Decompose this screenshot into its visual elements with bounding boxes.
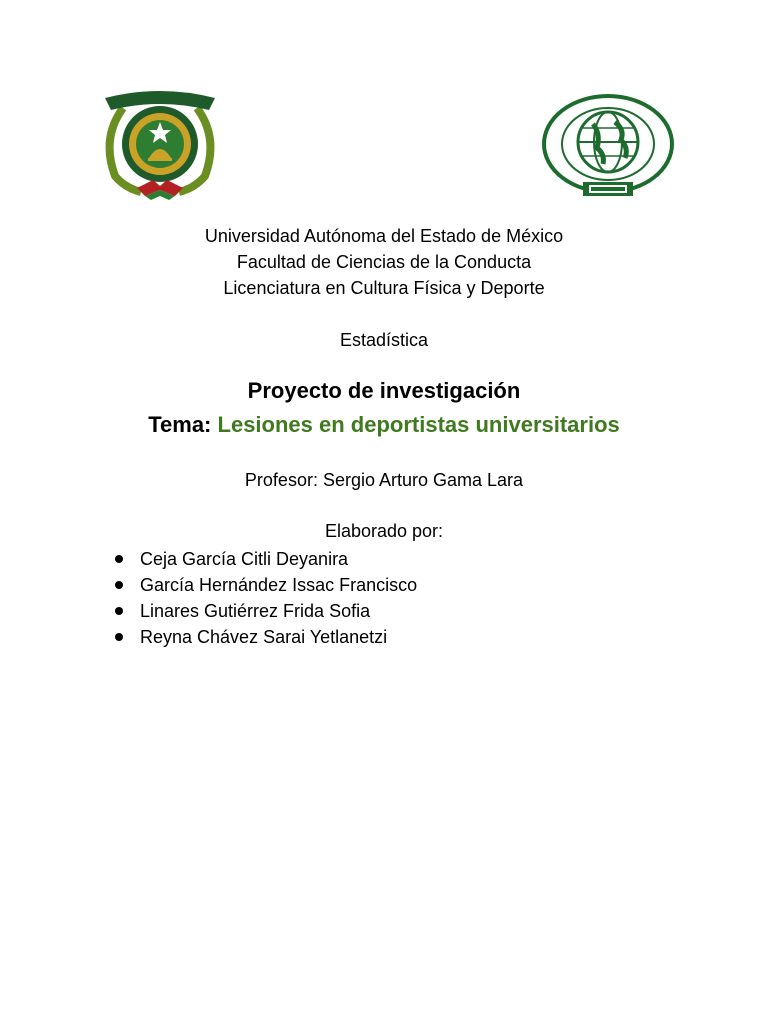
- author-name: Reyna Chávez Sarai Yetlanetzi: [140, 627, 388, 647]
- uaemex-seal-logo: [93, 88, 227, 202]
- bullet-icon: [115, 633, 123, 641]
- professor-line: Profesor: Sergio Arturo Gama Lara: [244, 470, 524, 490]
- project-topic: [0, 412, 768, 438]
- author-name: García Hernández Issac Francisco: [140, 575, 418, 595]
- author-list: [112, 546, 417, 650]
- prepared-by-label: Elaborado por:: [324, 521, 444, 541]
- bullet-icon: [115, 607, 123, 615]
- program-name: Licenciatura en Cultura Física y Deporte: [223, 278, 545, 298]
- institution-name: Universidad Autónoma del Estado de México: [204, 226, 564, 246]
- faculty-logo: [541, 94, 675, 200]
- author-item: [112, 572, 417, 598]
- author-name: Linares Gutiérrez Frida Sofia: [140, 601, 371, 621]
- author-item: [112, 624, 417, 650]
- faculty-globe-logo-icon: [541, 94, 675, 200]
- author-item: [112, 598, 417, 624]
- topic-value: Lesiones en deportistas universitarios: [217, 412, 620, 437]
- uaemex-seal-icon: [93, 88, 227, 202]
- author-item: [112, 546, 417, 572]
- author-name: Ceja García Citli Deyanira: [140, 549, 349, 569]
- bullet-icon: [115, 555, 123, 563]
- course-name: Estadística: [339, 330, 429, 350]
- faculty-name: Facultad de Ciencias de la Conducta: [236, 252, 532, 272]
- bullet-icon: [115, 581, 123, 589]
- project-title: Proyecto de investigación: [247, 378, 521, 403]
- topic-label: Tema:: [148, 412, 212, 437]
